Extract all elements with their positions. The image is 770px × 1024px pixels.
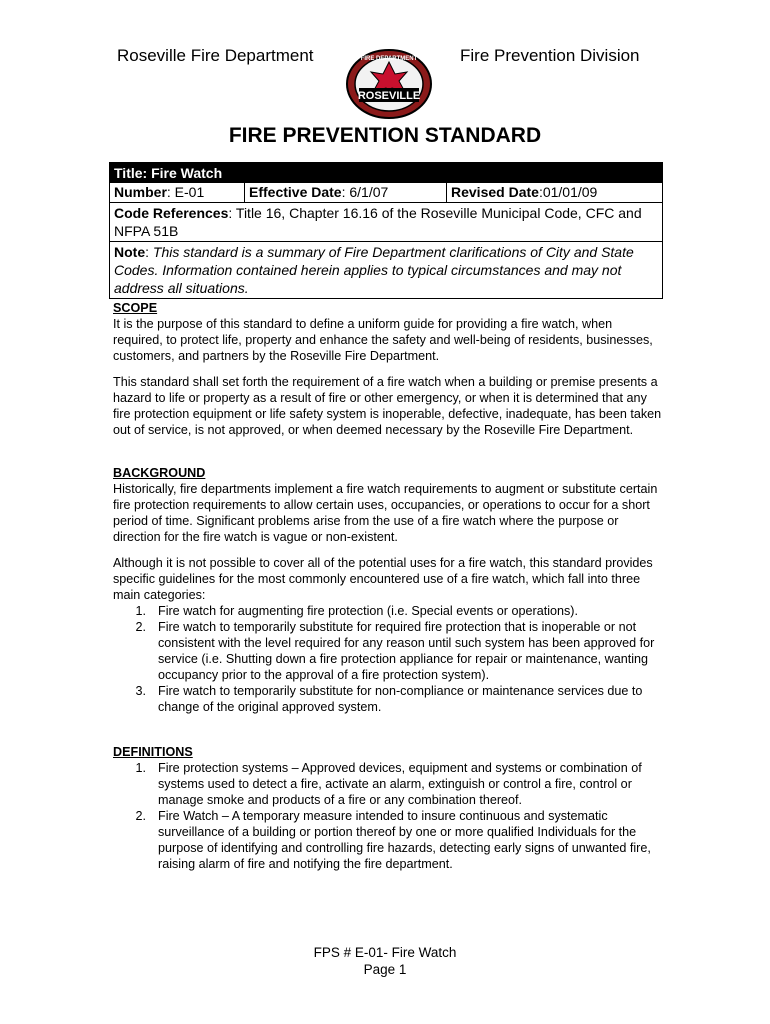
background-list xyxy=(113,603,663,715)
definitions-section xyxy=(113,744,663,872)
list-number: 2. xyxy=(135,809,146,823)
note: Note: This standard is a summary of Fire Department clarifications of City and State Codes. Information contained herein applies to typical circumstances and may not address all situations. xyxy=(114,244,634,296)
code-references-value: : Title 16, Chapter 16.16 of the Roseville Municipal Code, CFC and NFPA 51B xyxy=(114,205,642,239)
revised-date-cell xyxy=(447,183,662,202)
footer-document-id: FPS # E-01- Fire Watch xyxy=(313,945,457,960)
effective-date-value: : 6/1/07 xyxy=(341,184,389,200)
list-text: Fire watch to temporarily substitute for non-compliance or maintenance services due to change of the original approved system. xyxy=(158,684,643,714)
scope-paragraph-2: This standard shall set forth the requirement of a fire watch when a building or premise presents a hazard to life or property as a result of fire or other emergency, or when it is determined that any fire protection equipment or life safety system is inoperable, defective, inadequate, has been taken out of service, is not approved, or when deemed necessary by the Roseville Fire Department. xyxy=(113,375,662,437)
effective-date-label: Effective Date xyxy=(249,184,342,200)
list-number: 3. xyxy=(135,684,146,698)
note-text: This standard is a summary of Fire Department clarifications of City and State Codes. Information contained herein applies to typical circumstances and may not address all situations. xyxy=(114,244,634,296)
scope-heading: SCOPE xyxy=(113,301,158,315)
list-text: Fire Watch – A temporary measure intended to insure continuous and systematic surveillance of a building or portion thereof by one or more qualified Individuals for the purpose of identifying and controlling fire hazards, detecting early signs of unwanted fire, raising alarm of fire and notifying the fire department. xyxy=(158,809,651,871)
roseville-fire-logo xyxy=(345,48,433,120)
definitions-heading: DEFINITIONS xyxy=(113,745,193,759)
logo-text: ROSEVILLE xyxy=(357,90,421,102)
list-item xyxy=(113,760,663,808)
scope-paragraph-1: It is the purpose of this standard to define a uniform guide for providing a fire watch, when required, to protect life, property and enhance the safety and well-being of residents, businesses, customers, and partners by the Roseville Fire Department. xyxy=(113,317,653,363)
footer-page-number: Page 1 xyxy=(363,962,407,977)
list-text: Fire watch for augmenting fire protection (i.e. Special events or operations). xyxy=(158,604,578,618)
list-text: Fire protection systems – Approved devices, equipment and systems or combination of systems used to detect a fire, activate an alarm, extinguish or control a fire, control or manage smoke and products of a fire or any combination thereof. xyxy=(158,761,642,807)
scope-section xyxy=(113,300,663,438)
list-item xyxy=(113,808,663,872)
standard-info-table xyxy=(109,162,663,299)
number-cell xyxy=(110,183,245,202)
list-item xyxy=(113,603,663,619)
list-item xyxy=(113,683,663,715)
background-section xyxy=(113,465,663,715)
header-department: Roseville Fire Department xyxy=(117,46,314,65)
document-title: FIRE PREVENTION STANDARD xyxy=(228,124,542,147)
list-number: 1. xyxy=(135,761,146,775)
definitions-list xyxy=(113,760,663,872)
logo-top-text: FIRE DEPARTMENT xyxy=(360,56,418,62)
list-text: Fire watch to temporarily substitute for required fire protection that is inoperable or not consistent with the level required for any reason until such system has been approved for service (i.e. Shutting down a fire protection appliance for repair or maintenance, wanting occupancy prior to the approval of a fire protection system). xyxy=(158,620,655,682)
background-paragraph-2: Although it is not possible to cover all of the potential uses for a fire watch, this standard provides specific guidelines for the most commonly encountered use of a fire watch, which fall into three main categories: xyxy=(113,556,653,602)
number-value: : E-01 xyxy=(166,184,205,200)
list-number: 2. xyxy=(135,620,146,634)
effective-date-cell xyxy=(245,183,447,202)
list-item xyxy=(113,619,663,683)
code-references xyxy=(110,203,662,242)
standard-title: Title: Fire Watch xyxy=(110,163,662,183)
list-number: 1. xyxy=(135,604,146,618)
page-footer xyxy=(0,944,770,978)
revised-date-label: Revised Date xyxy=(451,184,539,200)
standard-meta-row xyxy=(110,183,662,203)
code-references-label: Code References xyxy=(114,205,229,221)
background-paragraph-1: Historically, fire departments implement a fire watch requirements to augment or substitute certain fire protection requirements to allow certain uses, occupancies, or operations to occur for a short period of time. Significant problems arise from the use of a fire watch where the purpose or direction for the fire watch is vague or non-existent. xyxy=(113,482,658,544)
number-label: Number xyxy=(114,184,167,200)
note-label: Note xyxy=(114,244,146,260)
background-heading: BACKGROUND xyxy=(113,466,206,480)
revised-date-value: :01/01/09 xyxy=(538,184,598,200)
header-division: Fire Prevention Division xyxy=(460,46,640,65)
